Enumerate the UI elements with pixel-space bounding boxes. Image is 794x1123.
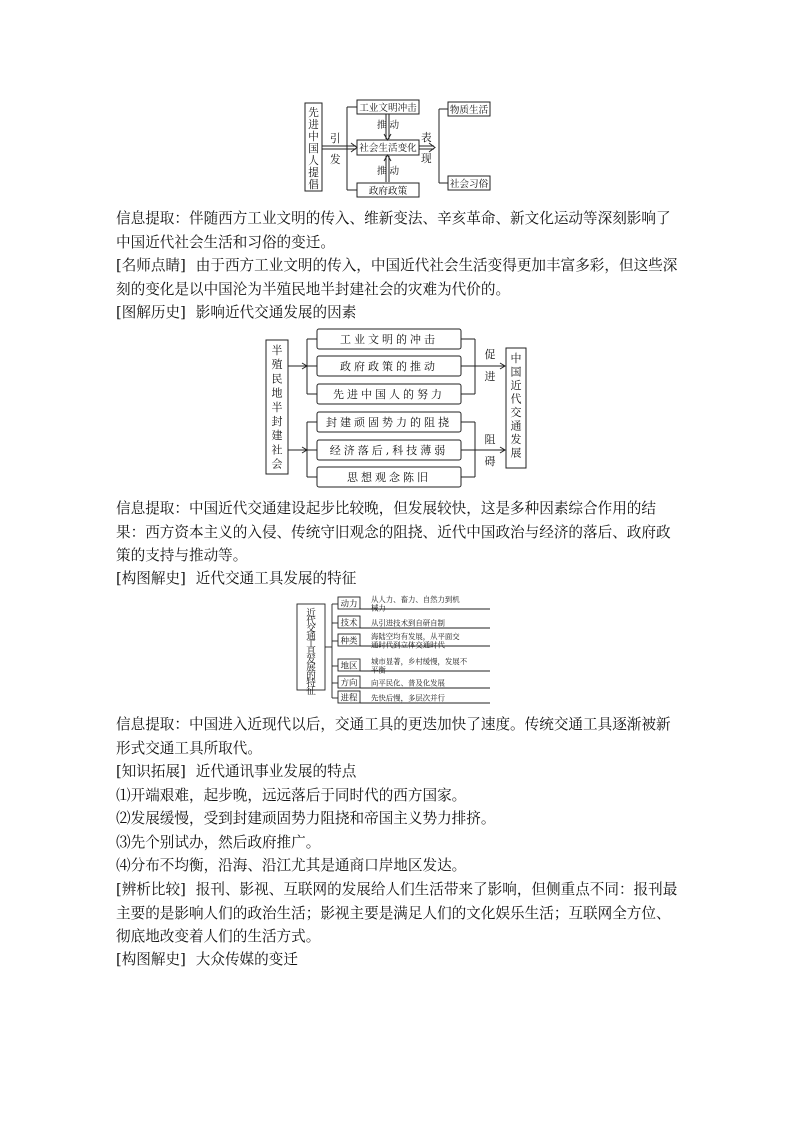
section-label: [构图解史]	[116, 570, 186, 587]
hinder-factor-1: 封建顽固势力的阻挠	[326, 416, 452, 429]
feature-desc-3-line2: 通时代到立体交通时代	[371, 640, 445, 650]
teacher-tip-paragraph	[116, 254, 684, 301]
feature-key-5: 方向	[340, 678, 358, 689]
list-item-4: ⑷分布不均衡，沿海、沿江尤其是通商口岸地区发达。	[116, 857, 467, 874]
section-heading-media	[116, 948, 684, 972]
teacher-tip-text: 由于西方工业文明的传入，中国近代社会生活变得更加丰富多彩，但这些深刻的变化是以中国沦为半殖民地半封建社会的灾难为代价的。	[116, 257, 678, 298]
diagram2-left-text: 半殖民地半封建社会	[271, 344, 283, 471]
section-title: 大众传媒的变迁	[195, 951, 298, 968]
diagram3-left-text: 近代交通工具发展的特征	[306, 608, 316, 697]
section-heading-transport-features	[116, 567, 684, 591]
hinder-label-2: 碍	[484, 455, 496, 468]
feature-desc-2: 从引进技术到自研自制	[371, 618, 445, 628]
section-label: [知识拓展]	[116, 763, 186, 780]
hinder-factor-2: 经济落后,科技薄弱	[329, 444, 449, 457]
diagram1-top-text: 工业文明冲击	[359, 103, 417, 114]
info-paragraph-1: 信息提取：伴随西方工业文明的传入、维新变法、辛亥革命、新文化运动等深刻影响了中国近代社会生活和习俗的变迁。	[116, 210, 671, 251]
feature-desc-1: 从人力、畜力、自然力到机	[371, 595, 460, 604]
diagram1-left-text: 先进中国人提倡	[308, 107, 319, 191]
feature-desc-6: 先快后慢，多层次并行	[371, 693, 445, 703]
diagram1-push-bottom: 推 动	[376, 166, 400, 177]
feature-key-4: 地区	[340, 661, 358, 672]
hinder-factor-3: 思想观念陈旧	[347, 471, 431, 484]
feature-desc-1-line2: 械力	[371, 603, 386, 613]
promote-label-2: 进	[484, 370, 496, 383]
feature-desc-5: 向平民化、普及化发展	[371, 678, 445, 688]
diagram1-right-bottom-text: 社会习俗	[449, 179, 489, 190]
feature-key-2: 技术	[340, 618, 358, 629]
section-label: [图解历史]	[116, 304, 186, 321]
diagram1-show-label-1: 表	[421, 132, 432, 144]
promote-factor-2: 政府政策的推动	[340, 360, 438, 373]
transport-factors-diagram	[262, 326, 534, 490]
diagram1-center-text: 社会生活变化	[359, 143, 417, 154]
list-item-3: ⑶先个别试办，然后政府推广。	[116, 834, 321, 851]
list-item-2: ⑵发展缓慢，受到封建顽固势力阻挠和帝国主义势力排挤。	[116, 810, 496, 827]
diagram1-arrow-label-1: 引	[330, 133, 341, 145]
promote-factor-1: 工业文明的冲击	[340, 333, 438, 346]
transport-features-diagram	[294, 594, 494, 706]
section-title: 近代交通工具发展的特征	[195, 570, 357, 587]
feature-desc-3: 海陆空均有发展，从平面交	[371, 632, 460, 641]
diagram2-right-text: 中国近代交通发展	[510, 352, 522, 460]
feature-desc-4: 城市显著，乡村缓慢，发展不	[371, 657, 468, 666]
diagram1-show-label-2: 现	[421, 153, 432, 165]
comparison-label: [辨析比较]	[116, 881, 186, 898]
section-heading-telecom	[116, 760, 684, 784]
feature-desc-4-line2: 平衡	[371, 665, 386, 675]
diagram1-push-top: 推 动	[376, 120, 400, 131]
comparison-paragraph	[116, 878, 684, 949]
hinder-label-1: 阻	[484, 433, 496, 446]
section-title: 影响近代交通发展的因素	[195, 304, 357, 321]
section-heading-transport-factors	[116, 301, 684, 325]
feature-key-3: 种类	[340, 636, 358, 647]
diagram1-arrow-label-2: 发	[330, 154, 341, 166]
comparison-text: 报刊、影视、互联网的发展给人们生活带来了影响，但侧重点不同：报刊最主要的是影响人们的政治生活；影视主要是满足人们的文化娱乐生活；互联网全方位、彻底地改变着人们的生活方式。	[116, 881, 678, 945]
social-life-diagram	[300, 96, 500, 198]
feature-key-1: 动力	[340, 599, 358, 610]
section-label: [构图解史]	[116, 951, 186, 968]
feature-key-6: 进程	[340, 693, 358, 704]
list-item-1: ⑴开端艰难，起步晚，远远落后于同时代的西方国家。	[116, 787, 467, 804]
info-paragraph-2: 信息提取：中国近代交通建设起步比较晚，但发展较快，这是多种因素综合作用的结果：西方资本主义的入侵、传统守旧观念的阻挠、近代中国政治与经济的落后、政府政策的支持与推动等。	[116, 500, 671, 564]
section-title: 近代通讯事业发展的特点	[195, 763, 357, 780]
diagram1-right-top-text: 物质生活	[449, 105, 489, 116]
promote-factor-3: 先进中国人的努力	[333, 388, 445, 401]
diagram1-bottom-text: 政府政策	[368, 186, 408, 197]
teacher-tip-label: [名师点睛]	[116, 257, 186, 274]
info-paragraph-3: 信息提取：中国进入近现代以后，交通工具的更迭加快了速度。传统交通工具逐渐被新形式交通工具所取代。	[116, 716, 671, 757]
promote-label-1: 促	[484, 348, 496, 361]
